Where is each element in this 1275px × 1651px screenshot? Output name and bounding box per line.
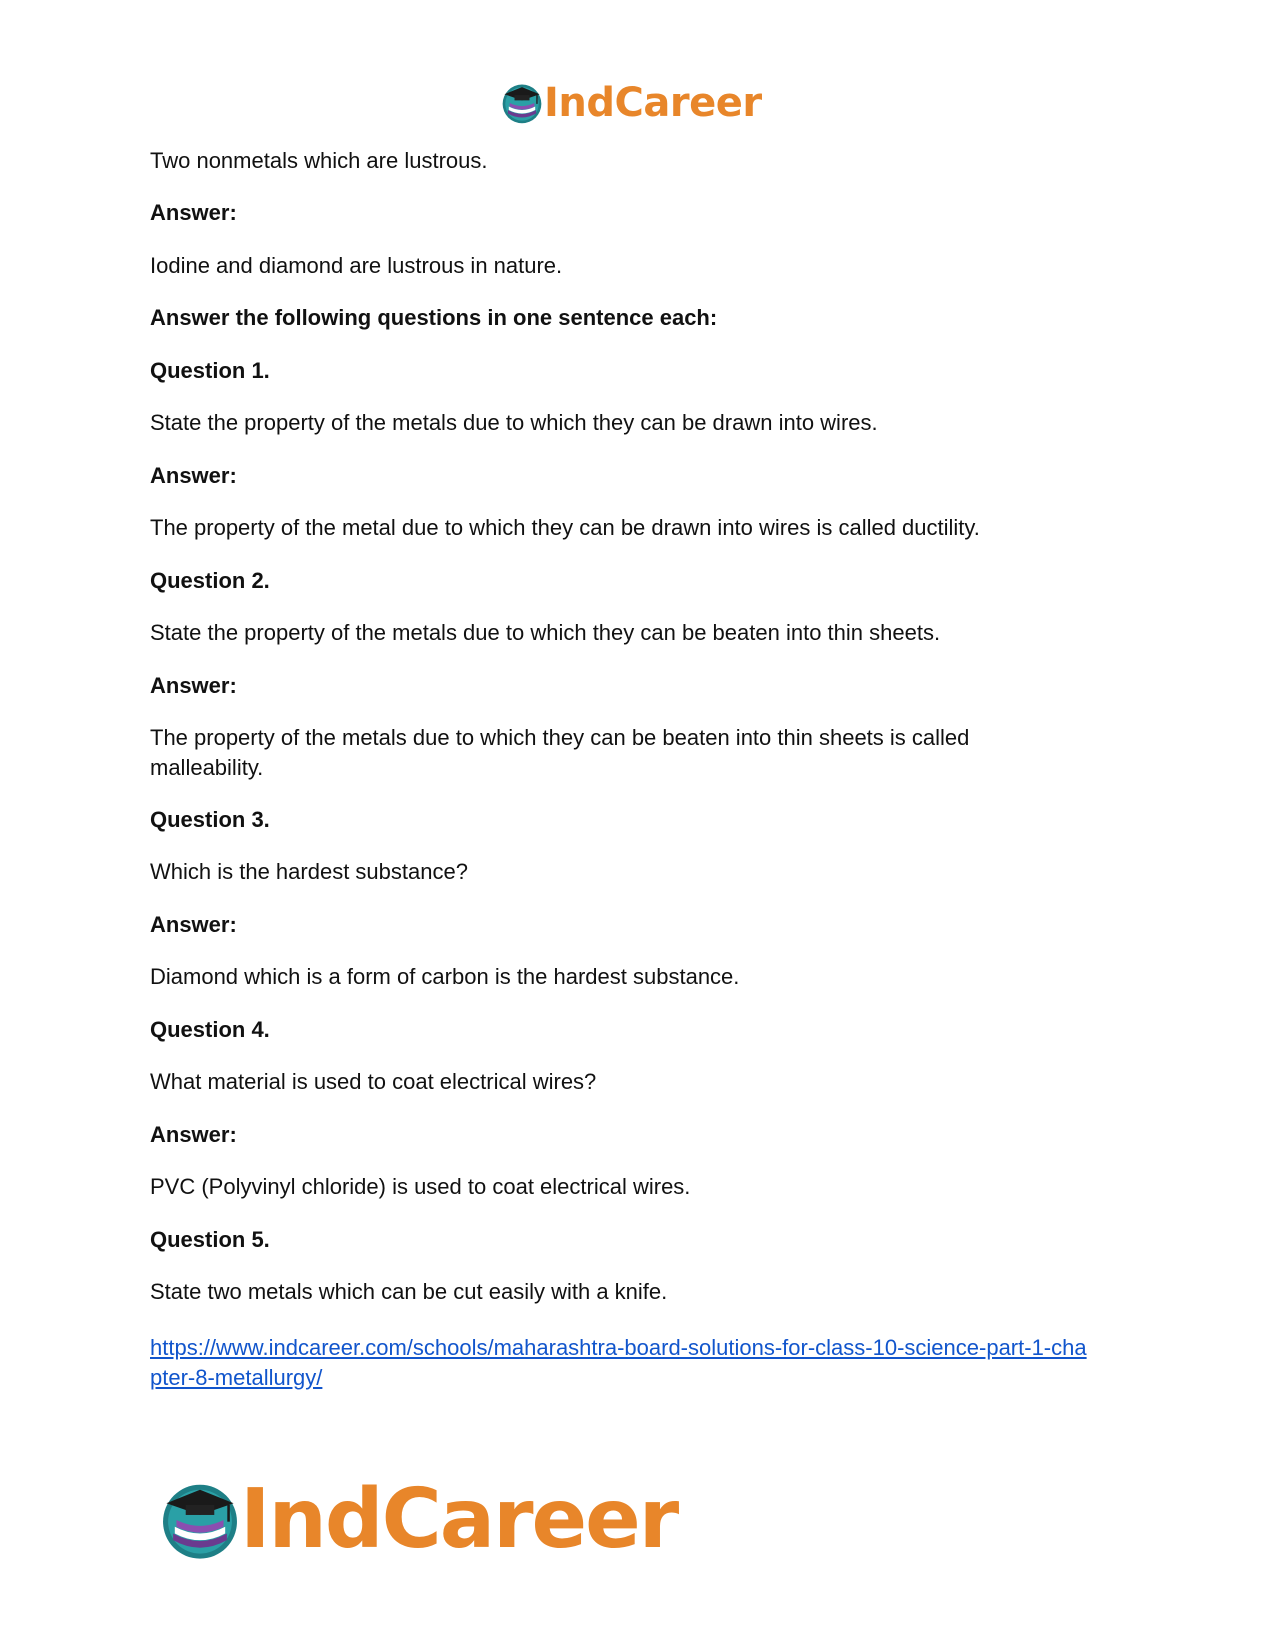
footer-logo (158, 1470, 677, 1570)
paragraph: Two nonmetals which are lustrous. (150, 148, 488, 173)
paragraph: State the property of the metals due to which they can be beaten into thin sheets. (150, 620, 941, 645)
paragraph: Which is the hardest substance? (150, 859, 468, 884)
paragraph: Iodine and diamond are lustrous in nature. (150, 253, 563, 278)
answer-label: Answer: (150, 463, 237, 488)
brand-name: IndCareer (544, 80, 762, 126)
question-label: Question 4. (150, 1017, 270, 1042)
graduation-cap-books-globe-icon (500, 81, 544, 125)
header-logo (500, 78, 762, 128)
source-link-line-2[interactable]: pter-8-metallurgy/ (150, 1365, 323, 1390)
question-label: Question 2. (150, 568, 270, 593)
answer-label: Answer: (150, 200, 237, 225)
paragraph: PVC (Polyvinyl chloride) is used to coat electrical wires. (150, 1174, 691, 1199)
answer-label: Answer: (150, 912, 237, 937)
paragraph: Diamond which is a form of carbon is the hardest substance. (150, 964, 740, 989)
section-heading: Answer the following questions in one sentence each: (150, 305, 718, 330)
paragraph: The property of the metals due to which they can be beaten into thin sheets is called malleability. (150, 725, 970, 780)
answer-label: Answer: (150, 1122, 237, 1147)
brand-name: IndCareer (240, 1472, 678, 1567)
paragraph: The property of the metal due to which they can be drawn into wires is called ductility. (150, 515, 980, 540)
question-label: Question 3. (150, 807, 270, 832)
paragraph: State two metals which can be cut easily with a knife. (150, 1279, 668, 1304)
source-link-line-1[interactable]: https://www.indcareer.com/schools/maharashtra-board-solutions-for-class-10-science-part-1-cha (150, 1335, 1087, 1360)
question-label: Question 5. (150, 1227, 270, 1252)
answer-label: Answer: (150, 673, 237, 698)
graduation-cap-books-globe-icon (158, 1478, 242, 1562)
question-label: Question 1. (150, 358, 270, 383)
source-link[interactable] (150, 1333, 1140, 1393)
paragraph: State the property of the metals due to which they can be drawn into wires. (150, 410, 878, 435)
paragraph: What material is used to coat electrical wires? (150, 1069, 597, 1094)
